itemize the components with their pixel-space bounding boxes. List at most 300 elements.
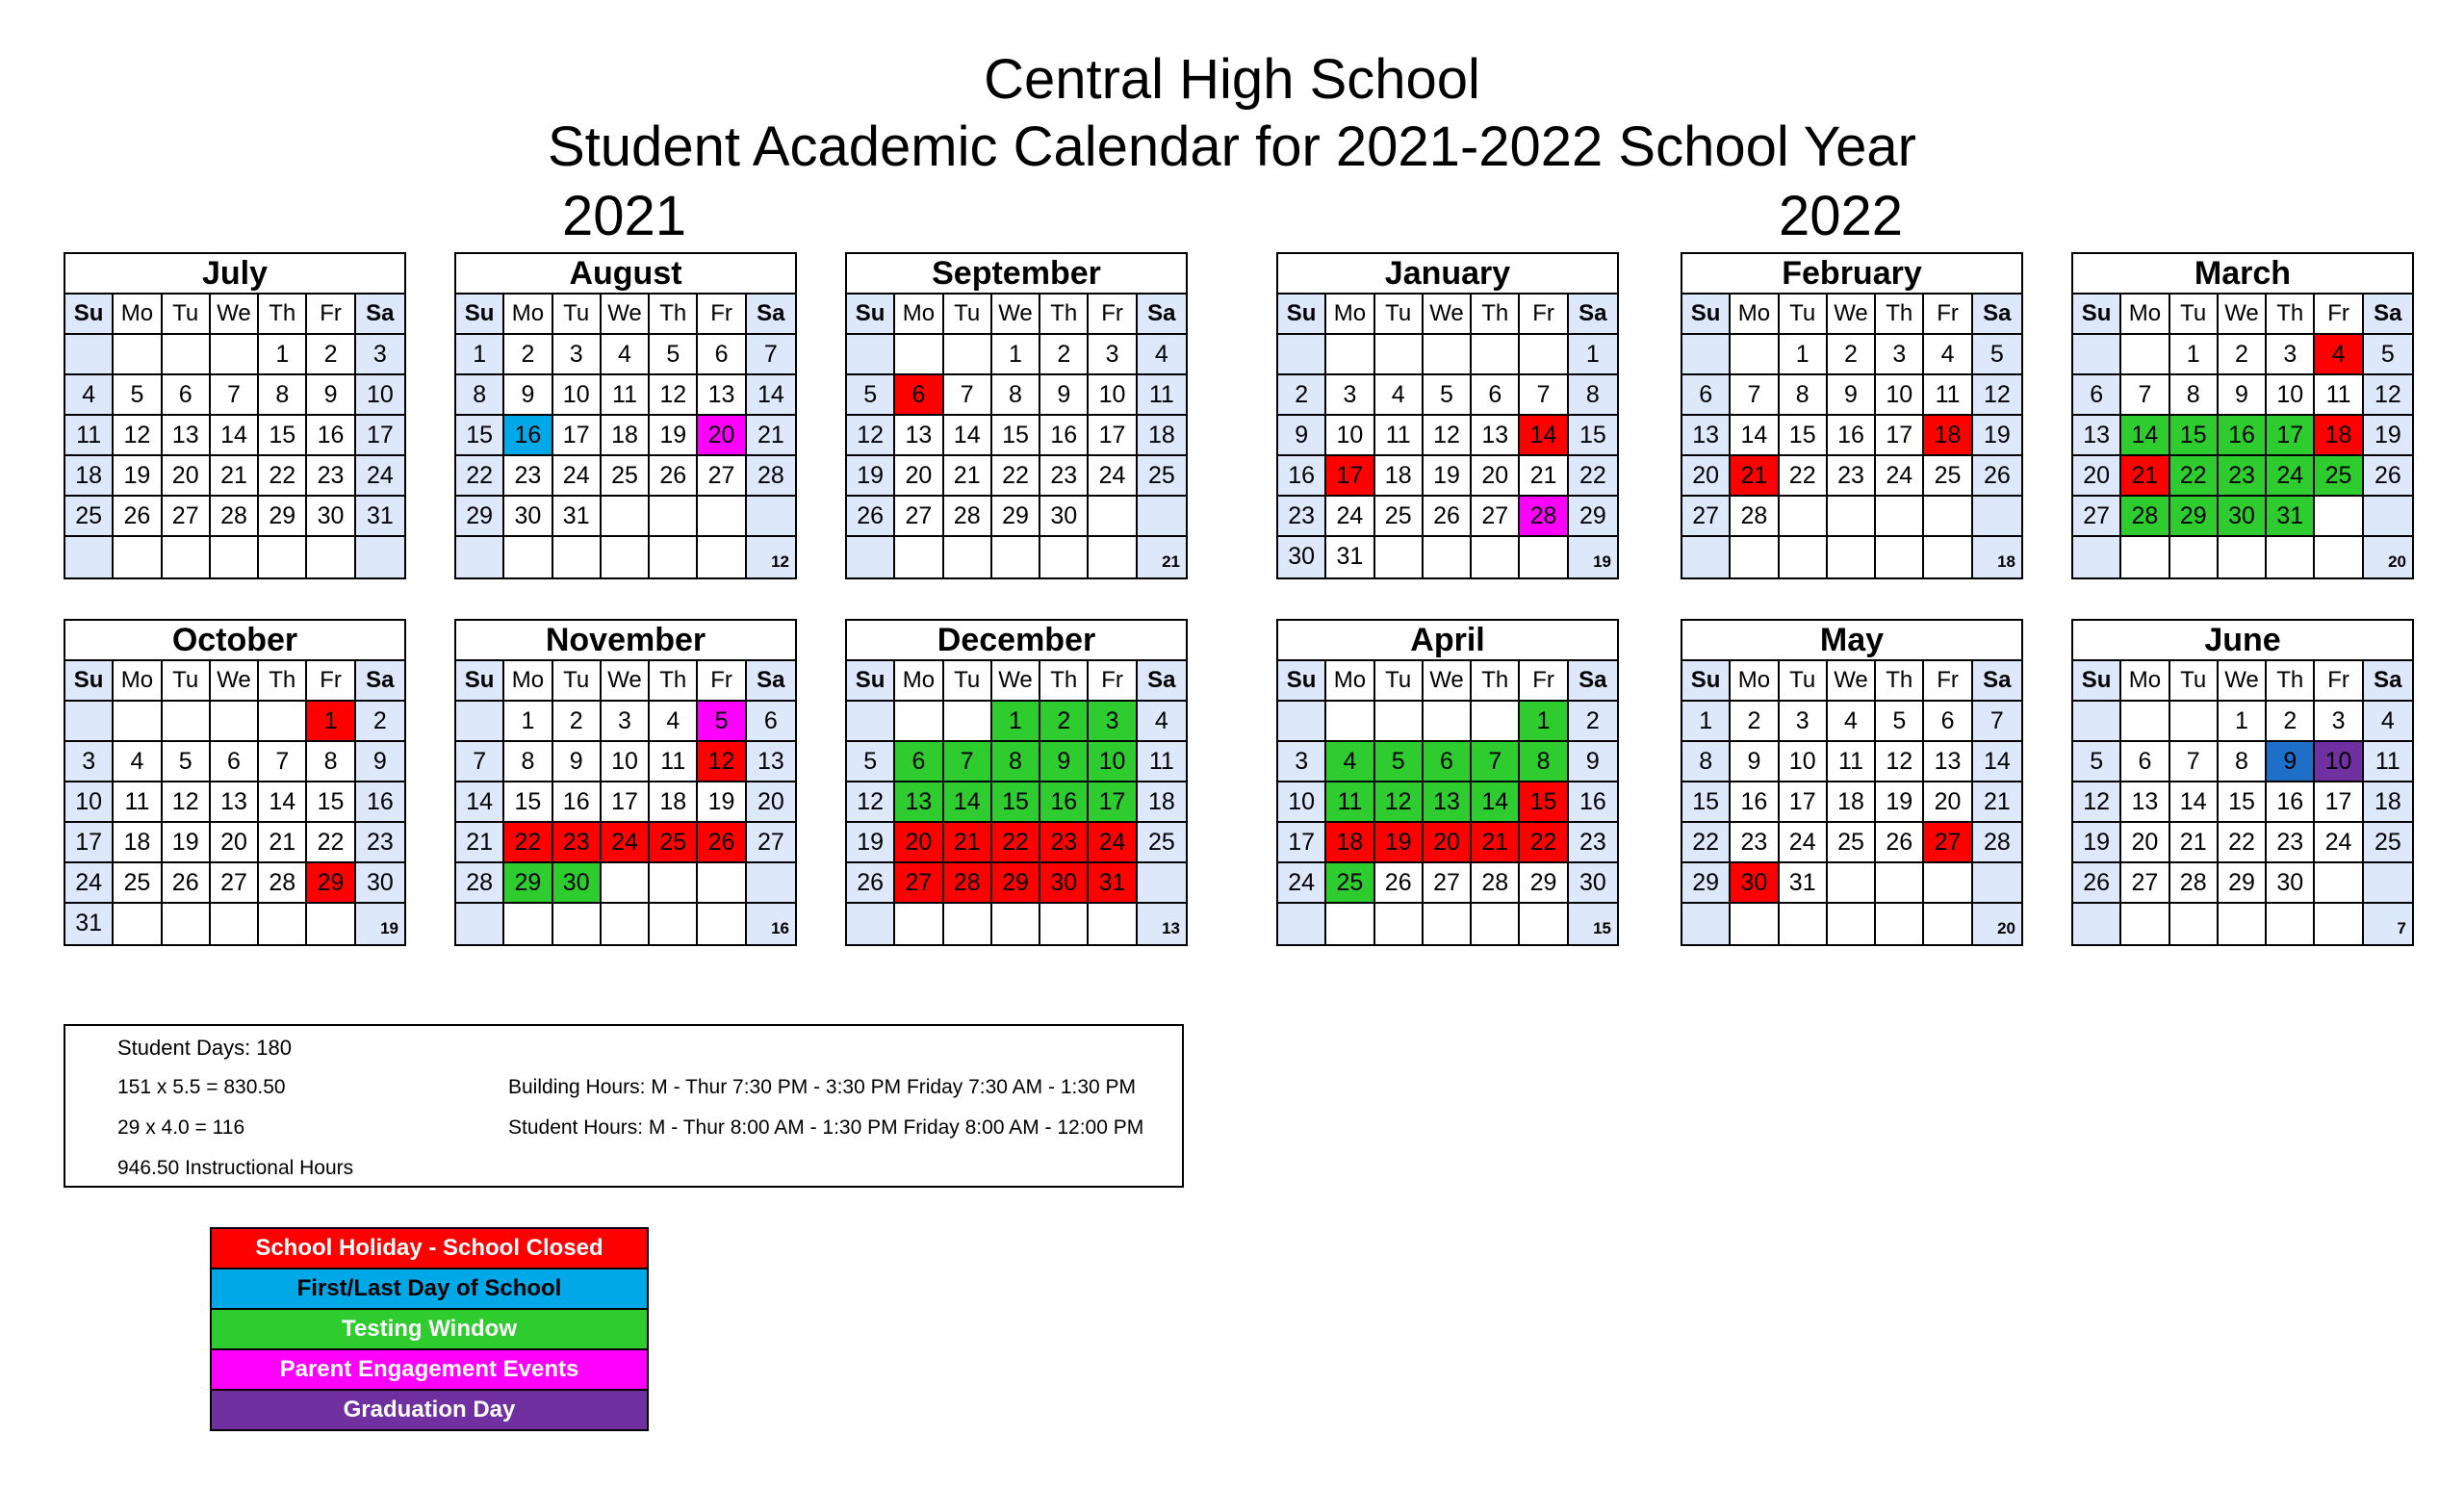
empty-cell [944, 904, 992, 944]
month-day-count: 7 [2364, 904, 2412, 944]
day-cell: 22 [259, 456, 307, 497]
day-cell: 4 [2364, 702, 2412, 742]
day-cell: 13 [1682, 416, 1731, 456]
empty-cell [602, 537, 650, 577]
day-cell: 9 [1569, 742, 1617, 782]
day-cell: 27 [2073, 497, 2121, 537]
day-cell: 31 [1326, 537, 1374, 577]
empty-cell [1375, 702, 1424, 742]
empty-cell [65, 702, 114, 742]
day-cell: 23 [1828, 456, 1876, 497]
day-cell: 20 [1472, 456, 1520, 497]
day-cell: 10 [65, 782, 114, 823]
day-cell: 29 [992, 863, 1040, 904]
weekday-header: Mo [504, 661, 552, 702]
weekday-header: Mo [1731, 295, 1779, 335]
day-cell: 29 [992, 497, 1040, 537]
empty-cell [2121, 904, 2169, 944]
day-cell: 7 [456, 742, 504, 782]
weekday-header: Sa [1569, 661, 1617, 702]
day-cell: 24 [2315, 823, 2363, 863]
weekday-header: Th [1472, 661, 1520, 702]
day-cell: 27 [2121, 863, 2169, 904]
day-cell: 23 [553, 823, 602, 863]
day-cell: 22 [1520, 823, 1568, 863]
month-june [2071, 619, 2414, 946]
day-cell: 13 [1924, 742, 1972, 782]
weekday-header: Su [65, 661, 114, 702]
month-name: August [456, 254, 795, 295]
empty-cell [1424, 904, 1472, 944]
empty-cell [2073, 702, 2121, 742]
empty-cell [307, 537, 355, 577]
empty-cell [1731, 537, 1779, 577]
day-cell: 18 [1138, 782, 1186, 823]
empty-cell [2170, 904, 2219, 944]
day-cell: 25 [1924, 456, 1972, 497]
weekday-header: Fr [698, 295, 746, 335]
empty-cell [1780, 497, 1828, 537]
day-cell: 8 [1780, 375, 1828, 416]
empty-cell [1924, 497, 1972, 537]
empty-cell [2315, 904, 2363, 944]
weekday-header: Sa [747, 295, 795, 335]
weekday-header: Tu [553, 295, 602, 335]
month-grid [1682, 661, 2021, 944]
empty-cell [1731, 904, 1779, 944]
weekday-header: We [602, 295, 650, 335]
day-cell: 31 [2267, 497, 2315, 537]
day-cell: 19 [650, 416, 698, 456]
day-cell: 10 [1278, 782, 1326, 823]
day-cell: 26 [2364, 456, 2412, 497]
day-cell: 12 [698, 742, 746, 782]
empty-cell [2219, 904, 2267, 944]
weekday-header: Sa [2364, 295, 2412, 335]
day-cell: 24 [1780, 823, 1828, 863]
day-cell: 20 [1424, 823, 1472, 863]
month-day-count: 21 [1138, 537, 1186, 577]
month-day-count: 19 [1569, 537, 1617, 577]
empty-cell [2073, 904, 2121, 944]
day-cell: 16 [1278, 456, 1326, 497]
empty-cell [1828, 497, 1876, 537]
day-cell: 16 [2219, 416, 2267, 456]
day-cell: 16 [1040, 416, 1089, 456]
day-cell: 25 [1375, 497, 1424, 537]
day-cell: 22 [2219, 823, 2267, 863]
weekday-header: Th [2267, 295, 2315, 335]
day-cell: 14 [211, 416, 259, 456]
empty-cell [1472, 702, 1520, 742]
day-cell: 9 [1040, 375, 1089, 416]
empty-cell [602, 863, 650, 904]
weekday-header: Tu [553, 661, 602, 702]
day-cell: 27 [895, 863, 943, 904]
day-cell: 3 [2267, 335, 2315, 375]
day-cell: 24 [2267, 456, 2315, 497]
empty-cell [163, 904, 211, 944]
day-cell: 23 [2267, 823, 2315, 863]
weekday-header: Fr [2315, 295, 2363, 335]
weekday-header: Mo [2121, 661, 2169, 702]
day-cell: 14 [1520, 416, 1568, 456]
day-cell: 12 [114, 416, 162, 456]
day-cell: 5 [847, 742, 895, 782]
empty-cell [2121, 702, 2169, 742]
empty-cell [2267, 904, 2315, 944]
legend-first-last-day: First/Last Day of School [212, 1269, 647, 1310]
empty-cell [1682, 904, 1731, 944]
weekday-header: Fr [1089, 661, 1137, 702]
day-cell: 13 [747, 742, 795, 782]
day-cell: 26 [847, 497, 895, 537]
empty-cell [602, 497, 650, 537]
empty-cell [2170, 702, 2219, 742]
day-cell: 18 [65, 456, 114, 497]
year-2022-label: 2022 [1779, 185, 1904, 247]
day-cell: 24 [553, 456, 602, 497]
empty-cell [163, 702, 211, 742]
month-august [454, 252, 797, 579]
month-grid [65, 295, 404, 577]
empty-cell [847, 537, 895, 577]
day-cell: 15 [307, 782, 355, 823]
day-cell: 13 [2121, 782, 2169, 823]
empty-cell [211, 335, 259, 375]
empty-cell [1278, 904, 1326, 944]
weekday-header: Fr [307, 295, 355, 335]
calendar-subtitle: Student Academic Calendar for 2021-2022 School Year [548, 115, 1916, 178]
day-cell: 4 [1138, 702, 1186, 742]
day-cell: 30 [1040, 863, 1089, 904]
day-cell: 8 [2219, 742, 2267, 782]
day-cell: 15 [2170, 416, 2219, 456]
day-cell: 29 [259, 497, 307, 537]
weekday-header: Th [259, 661, 307, 702]
weekday-header: Th [1040, 661, 1089, 702]
month-grid [2073, 661, 2412, 944]
day-cell: 20 [2073, 456, 2121, 497]
month-october [64, 619, 406, 946]
day-cell: 27 [698, 456, 746, 497]
empty-cell [1089, 497, 1137, 537]
month-grid [2073, 295, 2412, 577]
empty-cell [65, 335, 114, 375]
weekday-header: Fr [307, 661, 355, 702]
day-cell: 2 [356, 702, 404, 742]
day-cell: 8 [992, 375, 1040, 416]
day-cell: 31 [553, 497, 602, 537]
empty-cell [650, 904, 698, 944]
day-cell: 13 [895, 782, 943, 823]
empty-cell [1278, 702, 1326, 742]
empty-cell [650, 863, 698, 904]
day-cell: 25 [65, 497, 114, 537]
empty-cell [553, 904, 602, 944]
day-cell: 22 [1569, 456, 1617, 497]
day-cell: 3 [2315, 702, 2363, 742]
day-cell: 29 [1682, 863, 1731, 904]
weekday-header: Tu [1780, 661, 1828, 702]
day-cell: 22 [307, 823, 355, 863]
day-cell: 7 [211, 375, 259, 416]
empty-cell [1973, 497, 2021, 537]
day-cell: 3 [65, 742, 114, 782]
day-cell: 9 [2219, 375, 2267, 416]
day-cell: 30 [1569, 863, 1617, 904]
day-cell: 19 [1876, 782, 1924, 823]
day-cell: 17 [2267, 416, 2315, 456]
weekday-header: Sa [356, 661, 404, 702]
weekday-header: We [1424, 661, 1472, 702]
empty-cell [1520, 537, 1568, 577]
day-cell: 4 [65, 375, 114, 416]
day-cell: 5 [114, 375, 162, 416]
hours-calc-1: 151 x 5.5 = 830.50 [117, 1076, 286, 1098]
day-cell: 31 [356, 497, 404, 537]
empty-cell [747, 863, 795, 904]
weekday-header: Su [1682, 295, 1731, 335]
day-cell: 5 [847, 375, 895, 416]
weekday-header: Th [2267, 661, 2315, 702]
month-name: February [1682, 254, 2021, 295]
day-cell: 11 [1326, 782, 1374, 823]
month-name: June [2073, 621, 2412, 661]
day-cell: 26 [698, 823, 746, 863]
day-cell: 18 [1326, 823, 1374, 863]
day-cell: 11 [650, 742, 698, 782]
day-cell: 26 [2073, 863, 2121, 904]
day-cell: 17 [1876, 416, 1924, 456]
day-cell: 24 [65, 863, 114, 904]
day-cell: 14 [944, 416, 992, 456]
day-cell: 12 [1375, 782, 1424, 823]
day-cell: 17 [65, 823, 114, 863]
day-cell: 19 [1424, 456, 1472, 497]
empty-cell [895, 335, 943, 375]
day-cell: 12 [2364, 375, 2412, 416]
day-cell: 2 [2267, 702, 2315, 742]
weekday-header: Tu [163, 661, 211, 702]
day-cell: 28 [1520, 497, 1568, 537]
day-cell: 21 [1731, 456, 1779, 497]
day-cell: 3 [1876, 335, 1924, 375]
day-cell: 11 [1924, 375, 1972, 416]
day-cell: 7 [2170, 742, 2219, 782]
day-cell: 12 [163, 782, 211, 823]
empty-cell [2315, 537, 2363, 577]
day-cell: 25 [1326, 863, 1374, 904]
empty-cell [1424, 702, 1472, 742]
day-cell: 20 [895, 823, 943, 863]
day-cell: 3 [1780, 702, 1828, 742]
empty-cell [2364, 863, 2412, 904]
day-cell: 18 [1828, 782, 1876, 823]
day-cell: 18 [2364, 782, 2412, 823]
empty-cell [1520, 335, 1568, 375]
weekday-header: Tu [1780, 295, 1828, 335]
empty-cell [1682, 335, 1731, 375]
day-cell: 11 [2364, 742, 2412, 782]
month-day-count: 19 [356, 904, 404, 944]
day-cell: 13 [163, 416, 211, 456]
day-cell: 25 [2364, 823, 2412, 863]
empty-cell [847, 904, 895, 944]
day-cell: 29 [456, 497, 504, 537]
day-cell: 29 [307, 863, 355, 904]
day-cell: 12 [1876, 742, 1924, 782]
day-cell: 17 [553, 416, 602, 456]
weekday-header: Fr [1520, 295, 1568, 335]
day-cell: 6 [1682, 375, 1731, 416]
day-cell: 11 [1828, 742, 1876, 782]
day-cell: 24 [1089, 823, 1137, 863]
day-cell: 21 [211, 456, 259, 497]
day-cell: 23 [1040, 456, 1089, 497]
day-cell: 10 [602, 742, 650, 782]
empty-cell [1040, 904, 1089, 944]
empty-cell [2121, 335, 2169, 375]
day-cell: 7 [1520, 375, 1568, 416]
month-day-count: 20 [2364, 537, 2412, 577]
empty-cell [211, 537, 259, 577]
empty-cell [456, 702, 504, 742]
day-cell: 22 [992, 456, 1040, 497]
weekday-header: Tu [1375, 661, 1424, 702]
day-cell: 28 [1731, 497, 1779, 537]
day-cell: 17 [1089, 416, 1137, 456]
day-cell: 29 [504, 863, 552, 904]
weekday-header: We [992, 661, 1040, 702]
day-cell: 8 [259, 375, 307, 416]
day-cell: 2 [1828, 335, 1876, 375]
month-day-count: 13 [1138, 904, 1186, 944]
day-cell: 31 [65, 904, 114, 944]
empty-cell [1278, 335, 1326, 375]
month-day-count: 12 [747, 537, 795, 577]
empty-cell [163, 537, 211, 577]
day-cell: 16 [1569, 782, 1617, 823]
day-cell: 9 [1828, 375, 1876, 416]
day-cell: 8 [1682, 742, 1731, 782]
empty-cell [114, 904, 162, 944]
day-cell: 19 [1973, 416, 2021, 456]
month-grid [1278, 295, 1617, 577]
day-cell: 30 [307, 497, 355, 537]
day-cell: 6 [747, 702, 795, 742]
weekday-header: We [2219, 295, 2267, 335]
weekday-header: We [211, 661, 259, 702]
day-cell: 7 [1731, 375, 1779, 416]
weekday-header: Mo [1731, 661, 1779, 702]
day-cell: 18 [2315, 416, 2363, 456]
empty-cell [944, 335, 992, 375]
day-cell: 27 [1424, 863, 1472, 904]
empty-cell [1326, 904, 1374, 944]
day-cell: 2 [1731, 702, 1779, 742]
empty-cell [456, 904, 504, 944]
day-cell: 26 [847, 863, 895, 904]
empty-cell [1040, 537, 1089, 577]
day-cell: 28 [259, 863, 307, 904]
weekday-header: Mo [2121, 295, 2169, 335]
day-cell: 22 [2170, 456, 2219, 497]
empty-cell [211, 904, 259, 944]
weekday-header: Fr [1520, 661, 1568, 702]
day-cell: 3 [602, 702, 650, 742]
day-cell: 27 [211, 863, 259, 904]
day-cell: 10 [1326, 416, 1374, 456]
day-cell: 23 [1569, 823, 1617, 863]
day-cell: 1 [1520, 702, 1568, 742]
day-cell: 8 [504, 742, 552, 782]
day-cell: 19 [847, 823, 895, 863]
day-cell: 28 [944, 497, 992, 537]
weekday-header: Su [456, 661, 504, 702]
month-november [454, 619, 797, 946]
day-cell: 28 [944, 863, 992, 904]
empty-cell [1682, 537, 1731, 577]
empty-cell [2315, 497, 2363, 537]
month-name: December [847, 621, 1186, 661]
day-cell: 5 [1973, 335, 2021, 375]
empty-cell [114, 335, 162, 375]
day-cell: 1 [2170, 335, 2219, 375]
weekday-header: We [2219, 661, 2267, 702]
empty-cell [1375, 335, 1424, 375]
day-cell: 28 [211, 497, 259, 537]
day-cell: 1 [1569, 335, 1617, 375]
empty-cell [944, 702, 992, 742]
weekday-header: We [1424, 295, 1472, 335]
day-cell: 15 [992, 416, 1040, 456]
empty-cell [747, 497, 795, 537]
day-cell: 13 [211, 782, 259, 823]
day-cell: 1 [2219, 702, 2267, 742]
day-cell: 5 [698, 702, 746, 742]
instructional-hours-total: 946.50 Instructional Hours [117, 1157, 354, 1179]
day-cell: 1 [992, 335, 1040, 375]
day-cell: 5 [2073, 742, 2121, 782]
empty-cell [698, 497, 746, 537]
weekday-header: Mo [895, 295, 943, 335]
day-cell: 4 [1138, 335, 1186, 375]
day-cell: 11 [2315, 375, 2363, 416]
month-name: January [1278, 254, 1617, 295]
day-cell: 3 [1089, 335, 1137, 375]
hours-calc-2: 29 x 4.0 = 116 [117, 1116, 245, 1139]
day-cell: 27 [1682, 497, 1731, 537]
day-cell: 16 [1040, 782, 1089, 823]
day-cell: 5 [650, 335, 698, 375]
day-cell: 9 [2267, 742, 2315, 782]
weekday-header: Su [1682, 661, 1731, 702]
empty-cell [307, 904, 355, 944]
day-cell: 7 [944, 742, 992, 782]
day-cell: 11 [114, 782, 162, 823]
day-cell: 14 [1731, 416, 1779, 456]
month-grid [456, 295, 795, 577]
day-cell: 20 [211, 823, 259, 863]
day-cell: 26 [1424, 497, 1472, 537]
day-cell: 29 [2219, 863, 2267, 904]
day-cell: 20 [747, 782, 795, 823]
day-cell: 19 [1375, 823, 1424, 863]
empty-cell [1731, 335, 1779, 375]
day-cell: 4 [114, 742, 162, 782]
day-cell: 10 [1780, 742, 1828, 782]
